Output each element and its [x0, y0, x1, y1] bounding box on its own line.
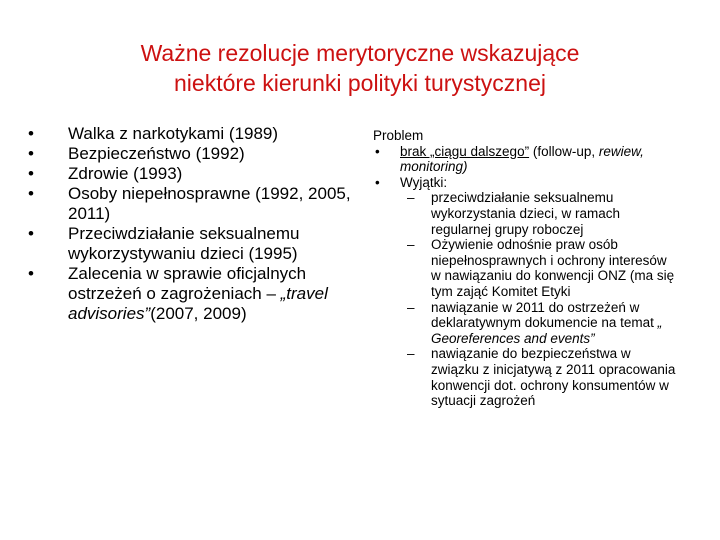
left-bullet-list: [28, 124, 358, 324]
bullet-icon: •: [28, 224, 34, 243]
sub-list-item: – nawiązanie do bezpieczeństwa w związku z inicjatywą z 2011 opracowania konwencji dot. ochrony konsumentów w sytuacji zagrożeń: [407, 346, 676, 409]
sub-list-item: – Ożywienie odnośnie praw osób niepełnosprawnych i ochrony interesów w nawiązaniu do konwencji ONZ (ma się tym zająć Komitet Etyki: [407, 237, 675, 299]
list-item: • Bezpieczeństwo (1992): [28, 144, 245, 163]
followup-link[interactable]: brak „ciągu dalszego”: [400, 143, 530, 159]
bullet-icon: •: [375, 174, 380, 190]
title-line-2: niektóre kierunki polityki turystycznej: [174, 70, 546, 96]
bullet-icon: •: [28, 164, 34, 183]
bullet-icon: •: [28, 124, 34, 143]
problem-heading: Problem: [373, 128, 424, 143]
bullet-icon: •: [28, 144, 34, 163]
list-item: • Zdrowie (1993): [28, 164, 183, 183]
bullet-icon: •: [28, 184, 34, 203]
problem-item-exceptions: [373, 175, 678, 409]
list-item: • Walka z narkotykami (1989): [28, 124, 279, 143]
dash-icon: –: [407, 237, 415, 253]
bullet-icon: •: [28, 264, 34, 283]
right-column: [373, 128, 678, 409]
sub-list-item: – nawiązanie w 2011 do ostrzeżeń w deklaratywnym dokumencie na temat „ Georeferences and events”: [407, 299, 663, 346]
sub-list-item: – przeciwdziałanie seksualnemu wykorzystania dzieci, w ramach regularnej grupy roboczej: [407, 190, 621, 237]
list-item: • Osoby niepełnosprawne (1992, 2005, 2011): [28, 184, 351, 223]
dash-icon: –: [407, 299, 415, 315]
slide-title: [40, 38, 680, 98]
exceptions-label: Wyjątki:: [400, 174, 448, 190]
bullet-icon: •: [375, 143, 380, 159]
dash-icon: –: [407, 190, 415, 206]
title-line-1: Ważne rezolucje merytoryczne wskazujące: [140, 40, 580, 66]
list-item: • Zalecenia w sprawie oficjalnych ostrzeżeń o zagrożeniach – „travel advisories”(2007, 2009): [28, 264, 328, 323]
problem-item-followup: • brak „ciągu dalszego” (follow-up, rewiew, monitoring): [375, 143, 644, 175]
dash-icon: –: [407, 346, 415, 362]
list-item: • Przeciwdziałanie seksualnemu wykorzystywaniu dzieci (1995): [28, 224, 300, 263]
